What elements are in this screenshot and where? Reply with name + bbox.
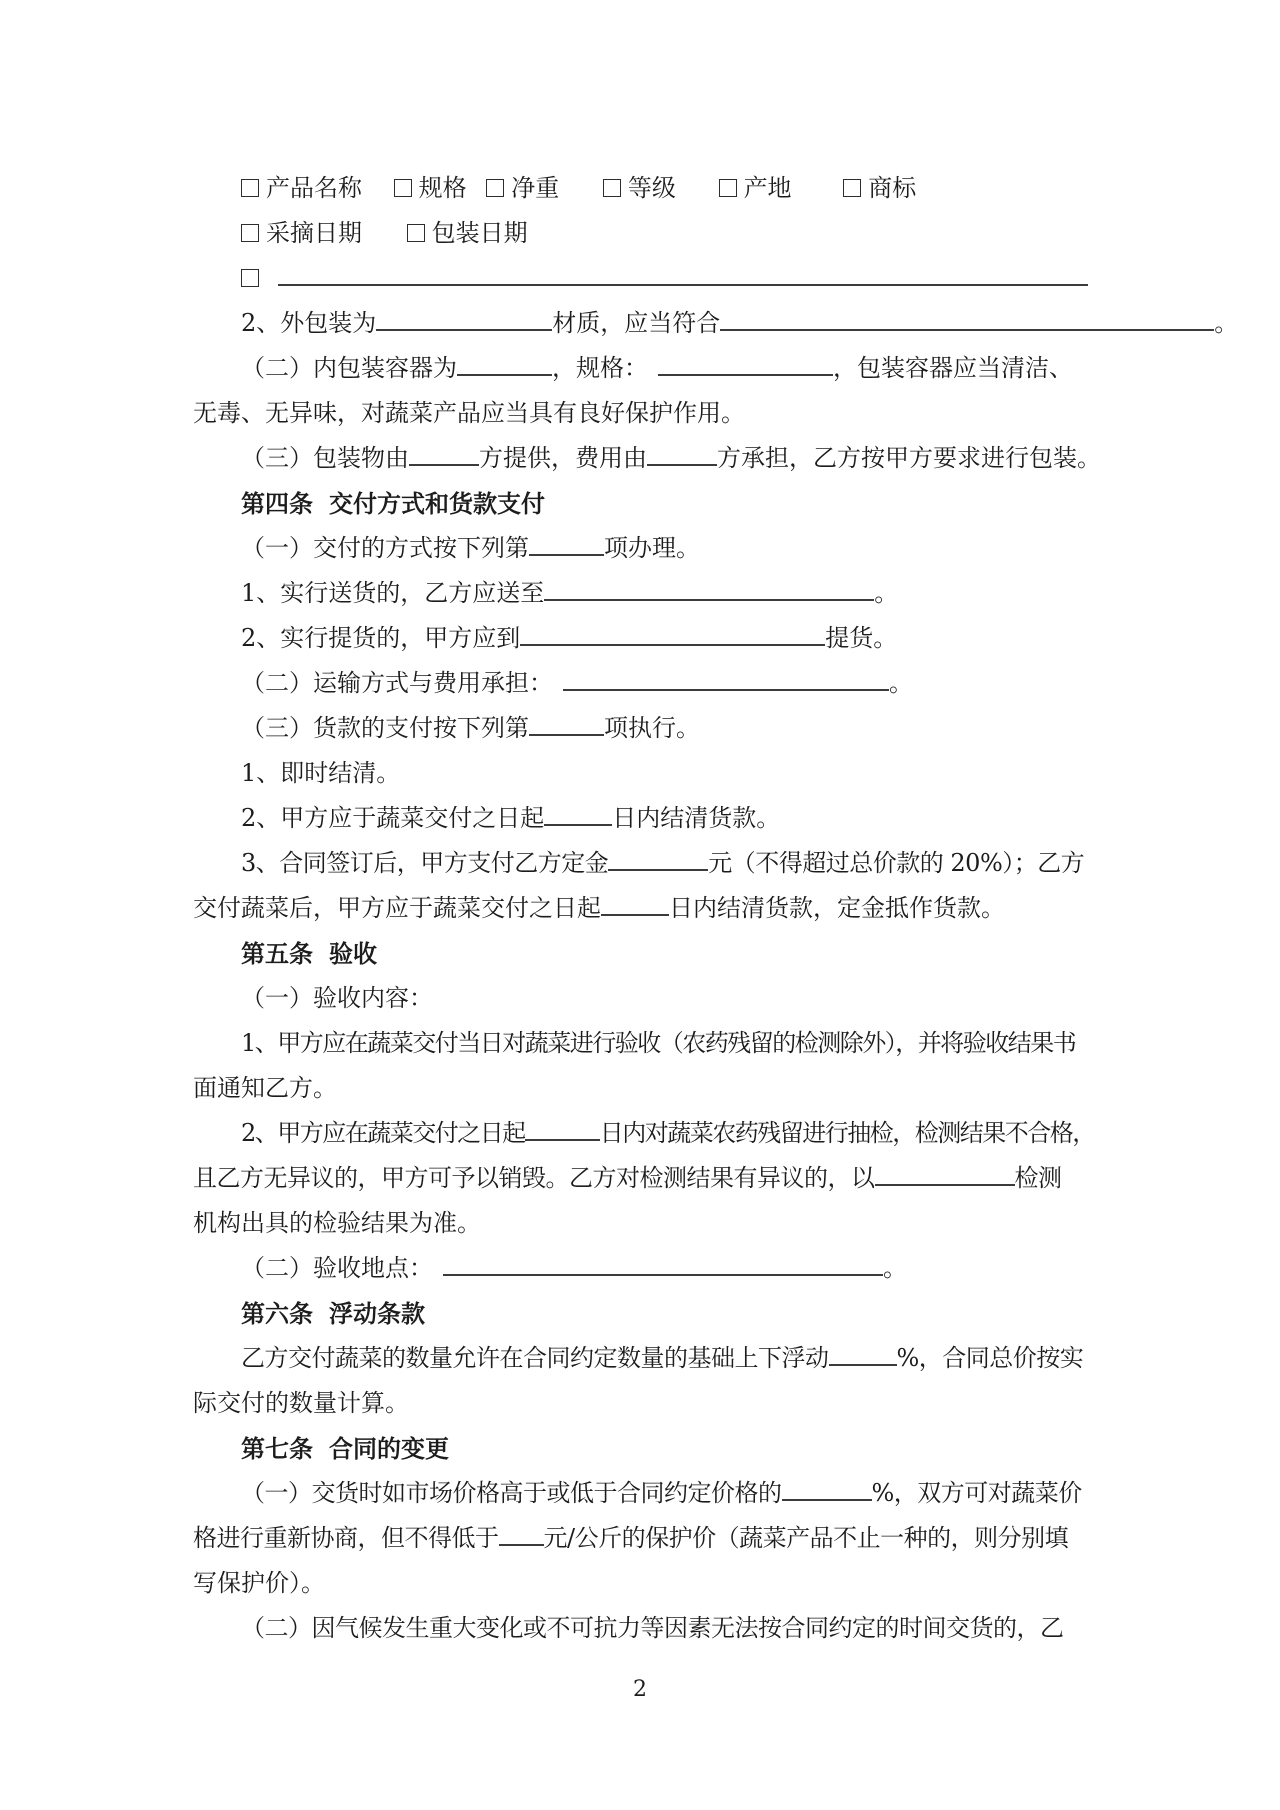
clause-text: 方承担，乙方按甲方要求进行包装。 [717, 444, 1101, 472]
acceptance-content-line [193, 976, 1113, 1021]
clause-text: 写保护价）。 [193, 1569, 325, 1597]
payment-method-line [193, 706, 1113, 751]
float-percent-blank-field[interactable] [829, 1340, 897, 1366]
other-option-blank-field[interactable] [278, 260, 1088, 286]
testing-agency-blank-field[interactable] [875, 1160, 1015, 1186]
option-trademark [843, 166, 916, 211]
clause-text: ，包装容器应当清洁、 [833, 354, 1073, 382]
checkbox-trademark[interactable] [843, 179, 861, 197]
immediate-settlement-line [193, 751, 1113, 796]
article-title: 合同的变更 [329, 1434, 449, 1463]
delivery-method-line [193, 526, 1113, 571]
article-number: 第四条 [241, 489, 313, 518]
force-majeure-line [193, 1606, 1113, 1651]
days-blank-field[interactable] [544, 800, 612, 826]
acceptance-place-line [193, 1246, 1113, 1291]
clause-text: （二）因气候发生重大变化或不可抗力等因素无法按合同约定的时间交货的，乙 [241, 1614, 1064, 1642]
acceptance-item-2-continuation [193, 1156, 1113, 1201]
protected-price-blank-field[interactable] [499, 1520, 544, 1546]
option-label: 产品名称 [266, 174, 362, 202]
clause-text: 1、甲方应在蔬菜交付当日对蔬菜进行验收（农药残留的检测除外），并将验收结果书 [241, 1029, 1076, 1057]
option-grade [603, 166, 676, 211]
clause-text: 日内结清货款，定金抵作货款。 [669, 894, 1005, 922]
packaging-provider-line [193, 436, 1113, 481]
article-5-heading [193, 931, 1113, 976]
pickup-location-blank-field[interactable] [520, 620, 825, 646]
option-picking-date [241, 211, 362, 256]
checkbox-other[interactable] [241, 269, 259, 287]
article-6-heading [193, 1291, 1113, 1336]
acceptance-item-1-continuation [193, 1066, 1113, 1111]
clause-text: %，合同总价按实 [896, 1344, 1084, 1372]
deliver-to-line [193, 571, 1113, 616]
inner-packaging-continuation [193, 391, 1113, 436]
clause-text: 无毒、无异味，对蔬菜产品应当具有良好保护作用。 [193, 399, 745, 427]
acceptance-item-1-line [193, 1021, 1113, 1066]
clause-text: 交付蔬菜后，甲方应于蔬菜交付之日起 [193, 894, 601, 922]
price-renegotiation-continuation [193, 1516, 1113, 1561]
clause-text: 格进行重新协商，但不得低于 [193, 1524, 499, 1552]
clause-text: 方提供，费用由 [479, 444, 647, 472]
material-blank-field[interactable] [376, 305, 552, 331]
clause-text: 项办理。 [604, 534, 700, 562]
settlement-days-line [193, 796, 1113, 841]
provider-blank-field[interactable] [409, 440, 479, 466]
clause-text: ，规格： [552, 354, 648, 382]
option-label: 采摘日期 [266, 219, 362, 247]
deposit-continuation [193, 886, 1113, 931]
clause-text: 提货。 [825, 624, 898, 652]
transport-line [193, 661, 1113, 706]
checkbox-packing-date[interactable] [407, 224, 425, 242]
container-blank-field[interactable] [457, 350, 552, 376]
checkbox-net-weight[interactable] [486, 179, 504, 197]
spec-blank-field[interactable] [658, 350, 833, 376]
clause-text: 。 [889, 669, 913, 697]
contract-body [193, 166, 1239, 1651]
acceptance-place-blank-field[interactable] [443, 1250, 883, 1276]
clause-text: 际交付的数量计算。 [193, 1389, 409, 1417]
clause-text: 机构出具的检验结果为准。 [193, 1209, 481, 1237]
deposit-line [193, 841, 1113, 886]
clause-text: 且乙方无异议的，甲方可予以销毁。乙方对检测结果有异议的，以 [193, 1164, 875, 1192]
option-packing-date [407, 211, 528, 256]
article-title: 浮动条款 [329, 1299, 425, 1328]
clause-text: 面通知乙方。 [193, 1074, 337, 1102]
option-product-name [241, 166, 362, 211]
clause-text: 。 [1214, 309, 1239, 337]
clause-text: 日内对蔬菜农药残留进行抽检，检测结果不合格， [599, 1119, 1095, 1147]
article-number: 第六条 [241, 1299, 313, 1328]
checkbox-product-name[interactable] [241, 179, 259, 197]
inspection-days-blank-field[interactable] [525, 1115, 600, 1141]
quantity-float-line [193, 1336, 1113, 1381]
article-4-heading [193, 481, 1113, 526]
option-net-weight [486, 166, 559, 211]
clause-text: 3、合同签订后，甲方支付乙方定金 [241, 849, 609, 877]
clause-text: 1、即时结清。 [241, 759, 401, 787]
outer-packaging-line [193, 301, 1239, 346]
option-label: 商标 [868, 174, 917, 202]
acceptance-item-2-line [193, 1111, 1113, 1156]
clause-text: %，双方可对蔬菜价 [871, 1479, 1082, 1507]
payment-item-blank-field[interactable] [529, 710, 604, 736]
option-spec [394, 166, 467, 211]
price-percent-blank-field[interactable] [782, 1475, 872, 1501]
clause-text: 2、甲方应于蔬菜交付之日起 [241, 804, 545, 832]
clause-text: （二）运输方式与费用承担： [241, 669, 553, 697]
transport-blank-field[interactable] [563, 665, 889, 691]
standard-blank-field[interactable] [720, 305, 1214, 331]
checkbox-spec[interactable] [394, 179, 412, 197]
cost-bearer-blank-field[interactable] [647, 440, 717, 466]
clause-text: 项执行。 [604, 714, 700, 742]
clause-text: 乙方交付蔬菜的数量允许在合同约定数量的基础上下浮动 [241, 1344, 829, 1372]
label-options-row-2 [193, 211, 1113, 256]
clause-text: 日内结清货款。 [612, 804, 781, 832]
quantity-float-continuation [193, 1381, 1113, 1426]
option-label: 等级 [627, 174, 676, 202]
label-options-row-1 [193, 166, 1113, 211]
clause-text: （三）货款的支付按下列第 [241, 714, 529, 742]
price-renegotiation-ending [193, 1561, 1113, 1606]
option-label: 规格 [418, 174, 467, 202]
clause-text: （三）包装物由 [241, 444, 409, 472]
price-renegotiation-line [193, 1471, 1113, 1516]
article-number: 第五条 [241, 939, 313, 968]
option-label: 包装日期 [431, 219, 528, 247]
clause-text: （二）内包装容器为 [241, 354, 457, 382]
clause-text: 材质，应当符合 [552, 309, 721, 337]
clause-text: 2、外包装为 [241, 309, 377, 337]
clause-text: 1、实行送货的，乙方应送至 [241, 579, 545, 607]
clause-text: （二）验收地点： [241, 1254, 433, 1282]
checkbox-picking-date[interactable] [241, 224, 259, 242]
option-origin [719, 166, 792, 211]
option-label: 产地 [743, 174, 792, 202]
acceptance-item-2-ending [193, 1201, 1113, 1246]
page-number: 2 [633, 1677, 647, 1702]
clause-text: 。 [874, 579, 899, 607]
checkbox-origin[interactable] [719, 179, 737, 197]
article-title: 验收 [329, 939, 377, 968]
days-blank-field[interactable] [601, 890, 669, 916]
clause-text: 元（不得超过总价款的 20%）；乙方 [708, 849, 1085, 877]
clause-text: 元/公斤的保护价（蔬菜产品不止一种的，则分别填 [543, 1524, 1069, 1552]
label-option-other-row [193, 256, 1113, 301]
clause-text: 2、甲方应在蔬菜交付之日起 [241, 1119, 525, 1147]
option-label: 净重 [511, 174, 560, 202]
pickup-line [193, 616, 1113, 661]
clause-text: 。 [883, 1254, 907, 1282]
clause-text: 检测 [1014, 1164, 1062, 1192]
article-7-heading [193, 1426, 1113, 1471]
clause-text: （一）交货时如市场价格高于或低于合同约定价格的 [241, 1479, 782, 1507]
clause-text: 2、实行提货的，甲方应到 [241, 624, 521, 652]
delivery-item-blank-field[interactable] [529, 530, 604, 556]
clause-text: （一）交付的方式按下列第 [241, 534, 529, 562]
inner-packaging-line [193, 346, 1113, 391]
deliver-to-blank-field[interactable] [544, 575, 874, 601]
article-title: 交付方式和货款支付 [329, 489, 545, 518]
checkbox-grade[interactable] [603, 179, 621, 197]
deposit-amount-blank-field[interactable] [608, 845, 708, 871]
clause-text: （一）验收内容： [241, 984, 433, 1012]
article-number: 第七条 [241, 1434, 313, 1463]
